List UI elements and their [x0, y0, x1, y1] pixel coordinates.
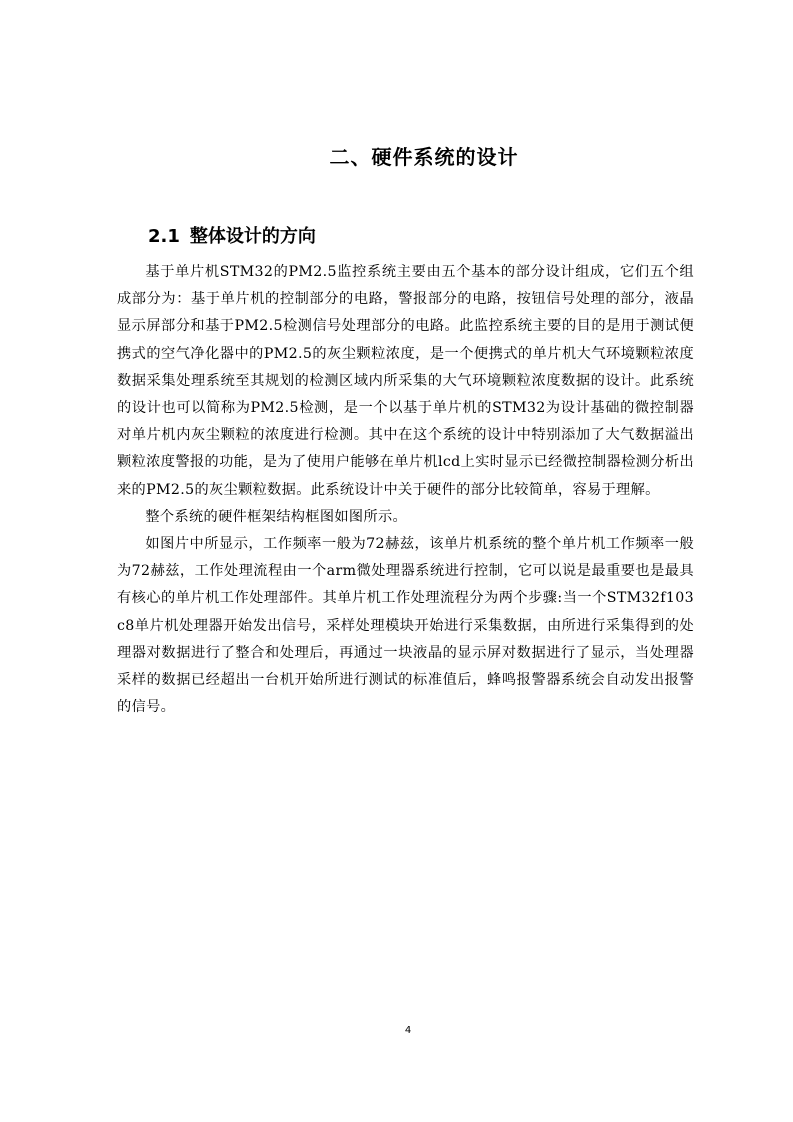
- section-number: 2.1: [148, 226, 180, 247]
- page-number: 4: [404, 1025, 412, 1036]
- chapter-title: 二、硬件系统的设计: [329, 145, 519, 169]
- paragraph-overview: 基于单片机STM32的PM2.5监控系统主要由五个基本的部分设计组成，它们五个组成部分为：基于单片机的控制部分的电路，警报部分的电路，按钮信号处理的部分，液晶显示屏部分和基于PM2.5检测信号处理部分的电路。此监控系统主要的目的是用于测试便携式的空气净化器中的PM2.5的灰尘颗粒浓度，是一个便携式的单片机大气环境颗粒浓度数据采集处理系统至其规划的检测区域内所采集的大气环境颗粒浓度数据的设计。此系统的设计也可以简称为PM2.5检测，是一个以基于单片机的STM32为设计基础的微控制器对单片机内灰尘颗粒的浓度进行检测。其中在这个系统的设计中特别添加了大气数据溢出颗粒浓度警报的功能，是为了使用户能够在单片机lcd上实时显示已经微控制器检测分析出来的PM2.5的灰尘颗粒数据。此系统设计中关于硬件的部分比较简单，容易于理解。: [117, 264, 694, 498]
- section-title: 整体设计的方向: [189, 226, 316, 247]
- body-text: [117, 259, 694, 721]
- paragraph-figure-reference: 整个系统的硬件框架结构框图如图所示。: [145, 508, 408, 525]
- section-heading: [148, 224, 316, 250]
- paragraph-workflow: 如图片中所显示，工作频率一般为72赫兹，该单片机系统的整个单片机工作频率一般为72赫兹，工作处理流程由一个arm微处理器系统进行控制，它可以说是最重要也是最具有核心的单片机工作处理部件。其单片机工作处理流程分为两个步骤:当一个STM32f103c8单片机处理器开始发出信号，采样处理模块开始进行采集数据，由所进行采集得到的处理器对数据进行了整合和处理后，再通过一块液晶的显示屏对数据进行了显示，当处理器采样的数据已经超出一台机开始所进行测试的标准值后，蜂鸣报警器系统会自动发出报警的信号。: [117, 536, 694, 716]
